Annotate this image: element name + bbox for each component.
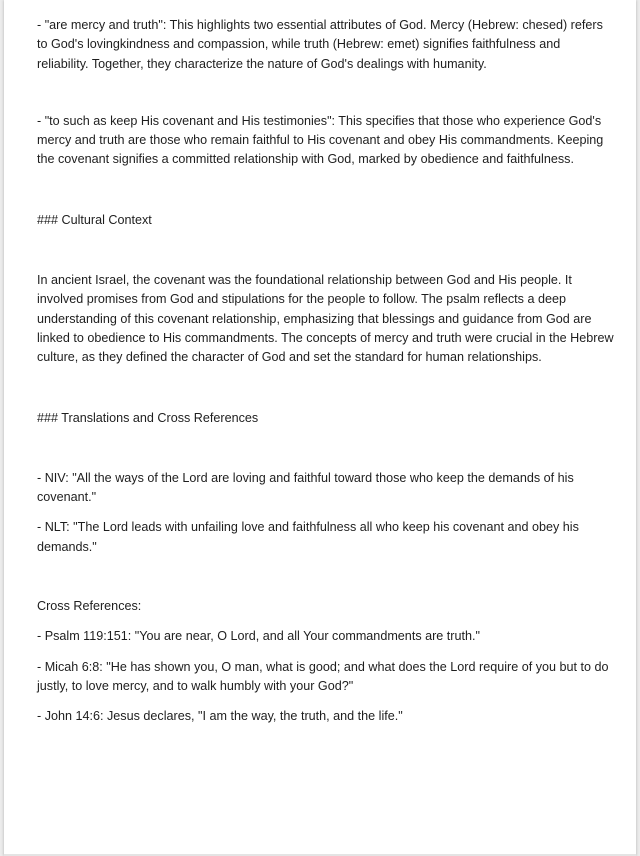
paragraph-keep-covenant: - "to such as keep His covenant and His testimonies": This specifies that those who experience God's mercy and truth are those who remain faithful to His covenant and obey His commandments. Keeping the covenant signifies a committed relationship with God, marked by obedience and faithfulness. xyxy=(37,113,604,167)
translation-niv: - NIV: "All the ways of the Lord are loving and faithful toward those who keep the demands of his covenant." xyxy=(37,470,574,505)
cross-ref-micah: - Micah 6:8: "He has shown you, O man, what is good; and what does the Lord require of you but to do justly, to love mercy, and to walk humbly with your God?" xyxy=(37,659,609,693)
cross-ref-psalm: - Psalm 119:151: "You are near, O Lord, and all Your commandments are truth." xyxy=(37,629,480,644)
paragraph-mercy-and-truth: - "are mercy and truth": This highlights two essential attributes of God. Mercy (Hebrew: chesed) refers to God's lovingkindness and compassion, while truth (Hebrew: emet) signifies faithfulness and reliability. Together, they characterize the nature of God's dealings with humanity. xyxy=(37,18,603,71)
paragraph-cultural-context: In ancient Israel, the covenant was the foundational relationship between God and His people. It involved promises from God and stipulations for the people to follow. The psalm reflects a deep understanding of this covenant relationship, emphasizing that blessings and guidance from God are linked to obedience to His commandments. The concepts of mercy and truth were crucial in the Hebrew culture, as they defined the character of God and set the standard for human relationships. xyxy=(37,273,614,365)
translation-nlt: - NLT: "The Lord leads with unfailing love and faithfulness all who keep his covenant and obey his demands." xyxy=(37,520,579,554)
document-page xyxy=(4,0,636,856)
cross-ref-john: - John 14:6: Jesus declares, "I am the way, the truth, and the life." xyxy=(37,709,403,724)
heading-translations: ### Translations and Cross References xyxy=(37,410,259,425)
cross-references-label: Cross References: xyxy=(37,599,142,614)
heading-cultural-context: ### Cultural Context xyxy=(37,212,152,227)
